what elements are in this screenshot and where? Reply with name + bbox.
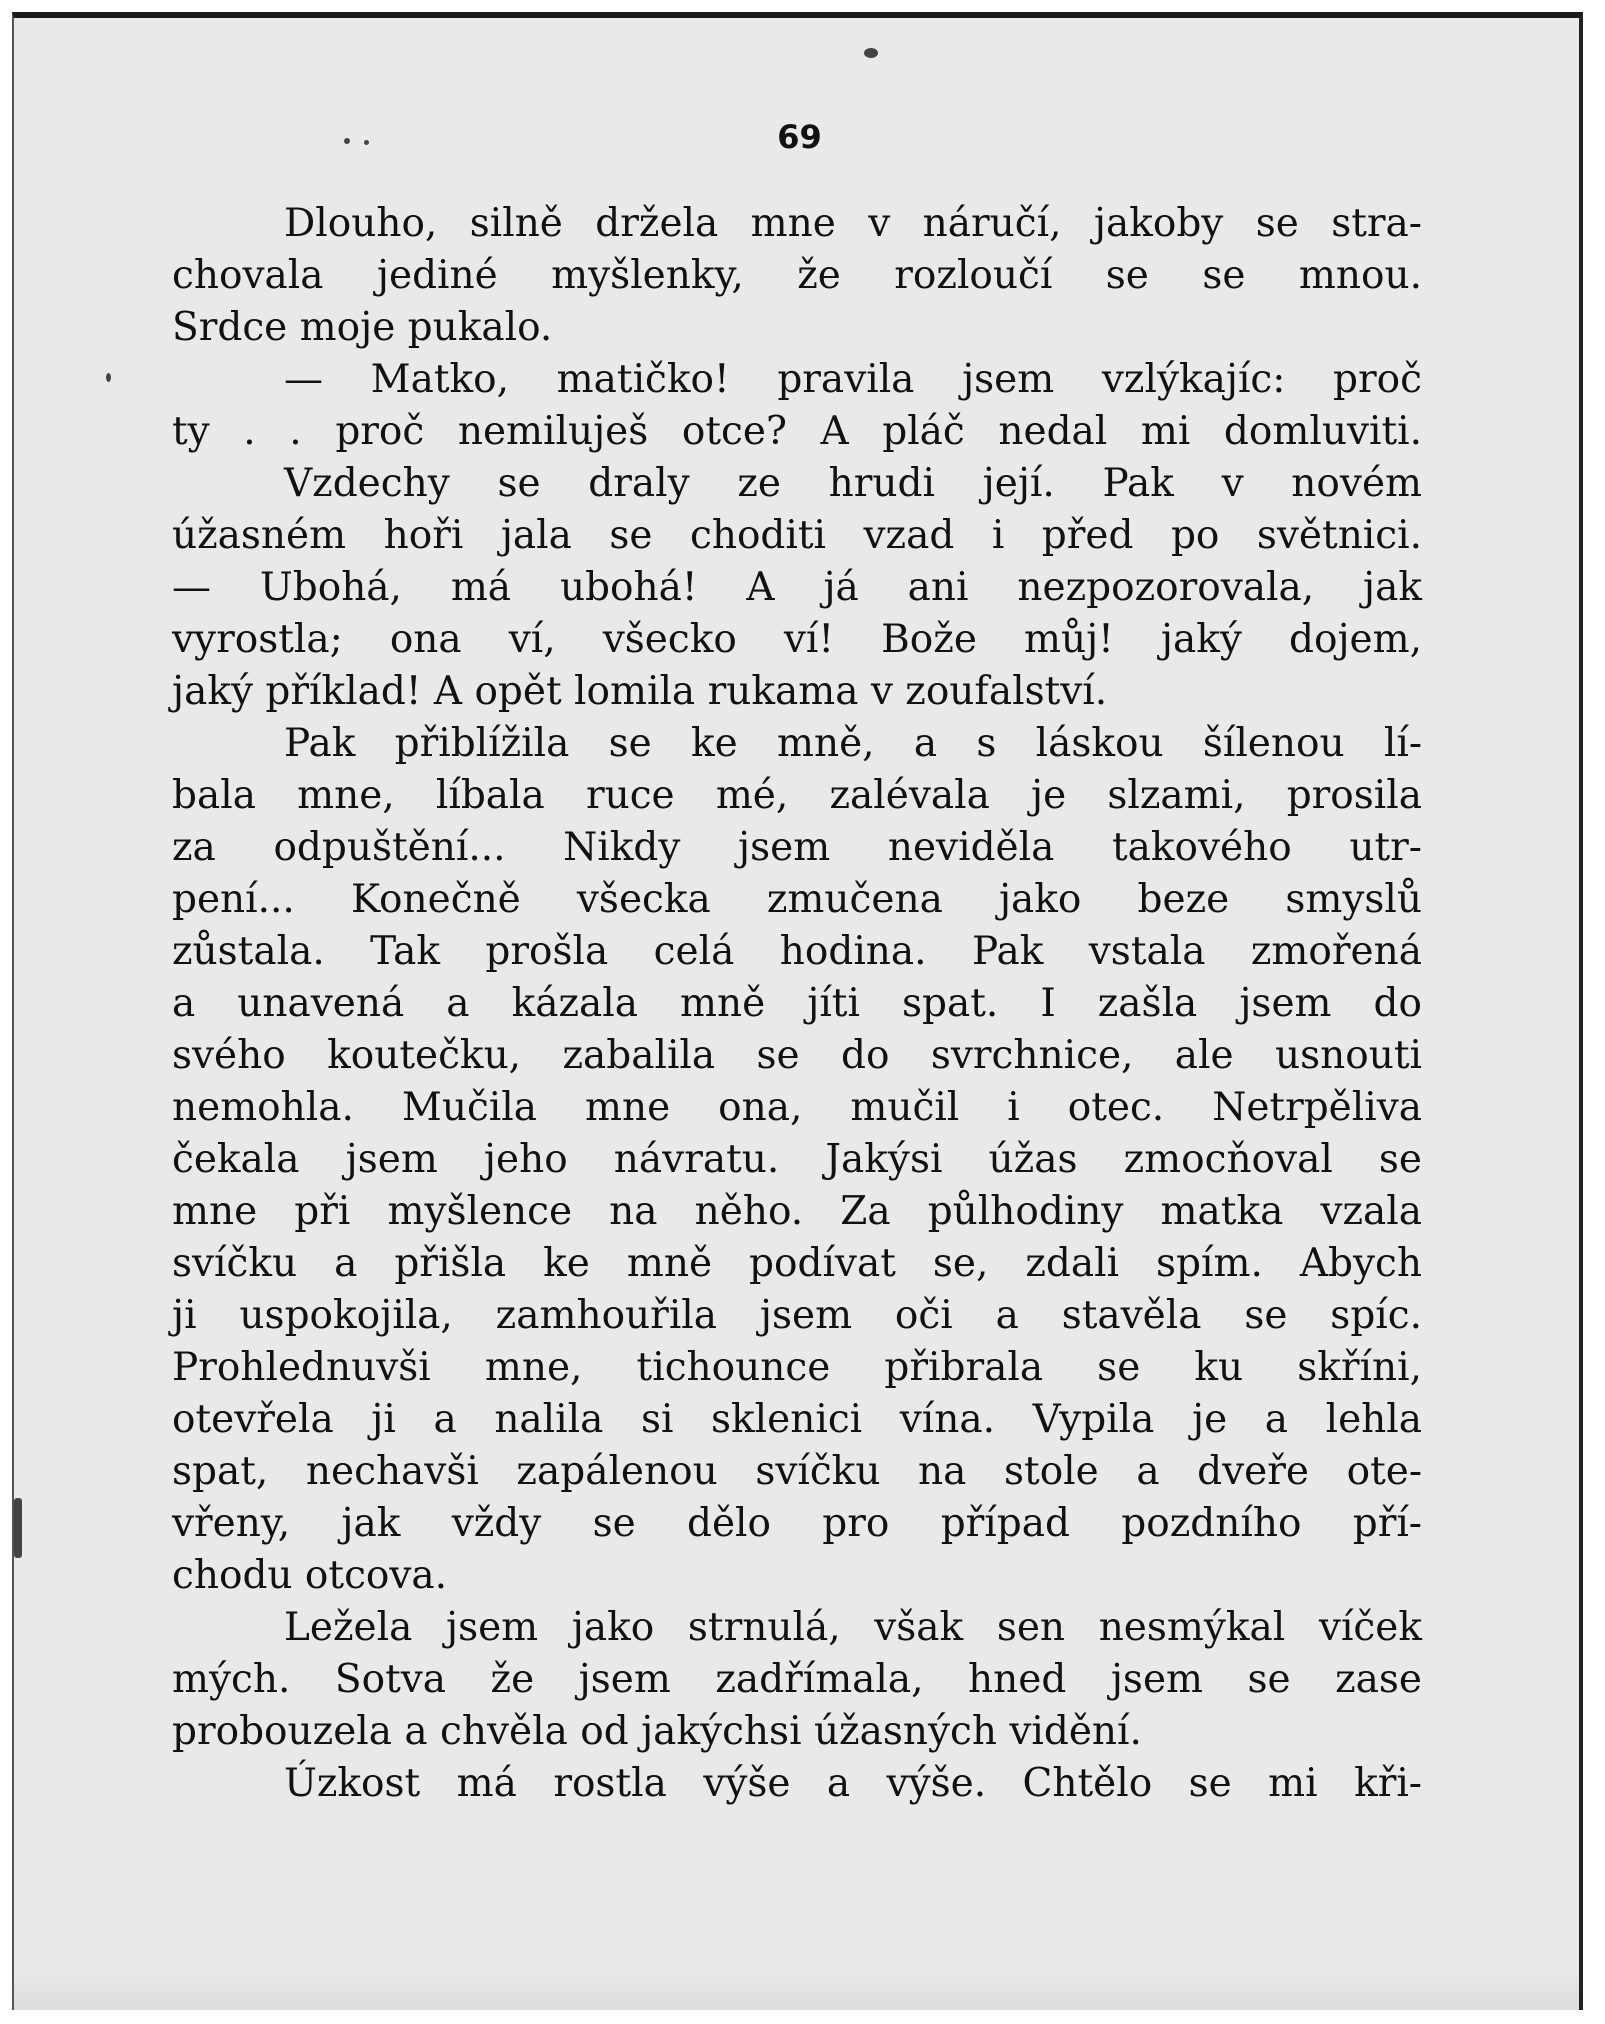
text-line: zůstala. Tak prošla celá hodina. Pak vstala zmořená [172, 929, 1422, 974]
text-line: — Ubohá, má ubohá! A já ani nezpozorovala, jak [172, 565, 1422, 610]
text-line: chodu otcova. [172, 1553, 448, 1598]
page-number: 69 [777, 118, 822, 156]
text-line: probouzela a chvěla od jakýchsi úžasných vidění. [172, 1709, 1142, 1754]
text-line: pení... Konečně všecka zmučena jako beze smyslů [172, 877, 1422, 922]
book-page [12, 12, 1583, 2010]
text-line: Srdce moje pukalo. [172, 305, 553, 350]
text-line: svíčku a přišla ke mně podívat se, zdali spím. Abych [172, 1241, 1422, 1286]
text-line: a unavená a kázala mně jíti spat. I zašla jsem do [172, 981, 1422, 1026]
text-line: Úzkost má rostla výše a výše. Chtělo se mi kři- [284, 1761, 1422, 1806]
text-line: spat, nechavši zapálenou svíčku na stole a dveře ote- [172, 1449, 1422, 1494]
text-line: jaký příklad! A opět lomila rukama v zoufalství. [172, 669, 1108, 714]
text-line: svého koutečku, zabalila se do svrchnice, ale usnouti [172, 1033, 1422, 1078]
text-line: čekala jsem jeho návratu. Jakýsi úžas zmocňoval se [172, 1137, 1422, 1182]
print-speck [344, 138, 350, 144]
text-line: Dlouho, silně držela mne v náručí, jakoby se stra- [284, 201, 1422, 246]
text-line: — Matko, matičko! pravila jsem vzlýkajíc: proč [284, 357, 1422, 402]
text-line: vřeny, jak vždy se dělo pro případ pozdního pří- [172, 1501, 1422, 1546]
text-line: otevřela ji a nalila si sklenici vína. Vypila je a lehla [172, 1397, 1422, 1442]
text-line: mých. Sotva že jsem zadřímala, hned jsem se zase [172, 1657, 1422, 1702]
text-line: chovala jediné myšlenky, že rozloučí se se mnou. [172, 253, 1422, 298]
text-line: úžasném hoři jala se choditi vzad i před po světnici. [172, 513, 1422, 558]
print-speck [364, 140, 369, 145]
text-line: ty . . proč nemiluješ otce? A pláč nedal mi domluviti. [172, 409, 1422, 454]
text-line: Prohlednuvši mne, tichounce přibrala se ku skříni, [172, 1345, 1422, 1390]
print-speck [106, 373, 111, 382]
text-line: Vzdechy se draly ze hrudi její. Pak v novém [284, 461, 1422, 506]
text-line: mne při myšlence na něho. Za půlhodiny matka vzala [172, 1189, 1422, 1234]
page-text [172, 198, 1422, 1810]
text-line: ji uspokojila, zamhouřila jsem oči a stavěla se spíc. [172, 1293, 1422, 1338]
text-line: vyrostla; ona ví, všecko ví! Bože můj! jaký dojem, [172, 617, 1422, 662]
text-line: nemohla. Mučila mne ona, mučil i otec. Netrpěliva [172, 1085, 1422, 1130]
text-line: za odpuštění... Nikdy jsem neviděla takového utr- [172, 825, 1422, 870]
text-line: Ležela jsem jako strnulá, však sen nesmýkal víček [284, 1605, 1422, 1650]
text-line: bala mne, líbala ruce mé, zalévala je slzami, prosila [172, 773, 1422, 818]
print-speck [14, 1498, 22, 1558]
print-speck [864, 48, 878, 58]
text-line: Pak přiblížila se ke mně, a s láskou šílenou lí- [284, 721, 1422, 766]
